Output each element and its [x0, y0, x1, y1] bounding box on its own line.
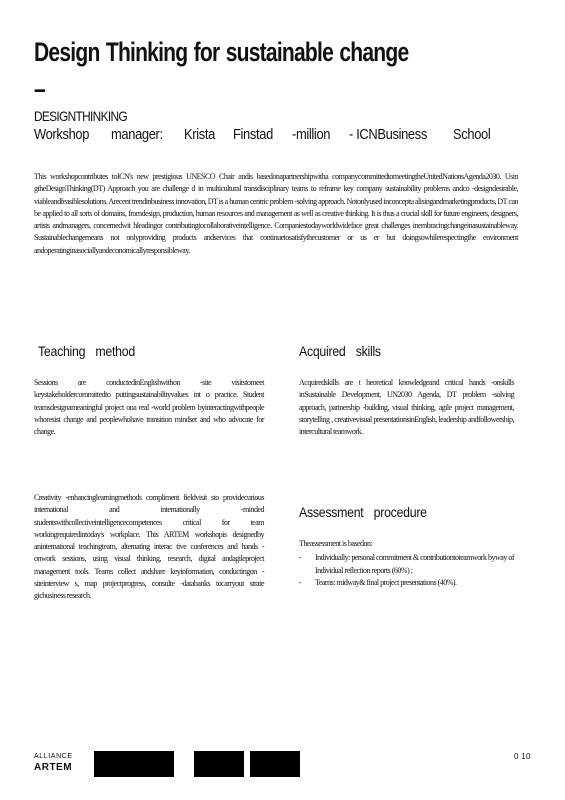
teaching-paragraph-1: Sessions are conductedinEnglishwithon -site visitstomeet keystakeholdercommittedto puttingsustainabilityvalues int o practice. Student teamsdesignameaningful project ona real -world problem byinteractingwithpeople whoresist change and peoplewhohave transition mindset and who advocate for change. — [34, 378, 264, 437]
assessment-procedure-heading: Assessment procedure — [299, 504, 427, 520]
workshop-manager-line — [34, 126, 496, 143]
workshop-word: -million — [291, 126, 330, 143]
redaction-block — [250, 751, 300, 777]
redaction-block — [194, 751, 244, 777]
workshop-word: manager: — [110, 126, 163, 143]
page-title: Design Thinking for sustainable change – — [34, 37, 409, 104]
list-item: - Teams: midway& final project presentations (40%). — [299, 577, 514, 589]
logo-top-text: ALLIANCE — [34, 753, 73, 760]
assessment-intro: Theassessment is basedon: — [299, 539, 373, 548]
assessment-section — [299, 538, 514, 589]
list-item: - Individually: personal commitment & contributiontoteamwork byway of Individual reflection reports (60%) ; — [299, 552, 514, 577]
workshop-word: - ICNBusiness — [349, 126, 428, 143]
logo-bottom-text: ARTEM — [34, 762, 73, 773]
redaction-block — [94, 751, 174, 777]
acquired-skills-paragraph: Acquiredskills are t heoretical knowledgeand critical hands -onskills inSustainable Development, UN2030 Agenda, DT problem -solving approach, partnership -building, visual thinking, agile project management, storytelling , creativevisual presentationsinEnglish, leadership andfollowership, intercultural teamwork. — [299, 378, 514, 437]
assessment-list — [299, 552, 514, 589]
intro-paragraph: This workshopcontributes toICN's new prestigious UNESCO Chair andis basedonapartnershipwitha companycommittedtomeetingtheUnitedNationsAgenda2030. Usin gtheDesignThinking(DT) Approach you are challenge d in multicultural transdisciplinary teams to reframe key company sustainability problems andco -designdesirable, viableandfeasiblesolutions. Arecent trendinbusiness innovation, DT is a human centric problem -solving approach. Notonlyused inconceptu alisingandmarketingproducts, DT can be applied to all sorts of domains, fromdesign, production, human resources and management as well as creative thinking. It is thus a crucial skill for future engineers, designers, artists andmanagers, concernedwit hleadingor contributingtocollaborativeintelligence. Companiestodayworldwideface great challenges inembracingchangeinasustainableway. Sustainablechangemeans not onlyproviding products andservices that continuetosatisfythecustomer or us er but doingsowhilerespectingthe environment andoperatinginasociallyandeconomicallyresponsibleway. — [34, 172, 518, 255]
workshop-word: Finstad — [232, 126, 273, 143]
workshop-word: School — [452, 126, 490, 143]
page-subtitle: DESIGNTHINKING — [34, 108, 127, 124]
alliance-artem-logo — [34, 752, 73, 774]
acquired-skills-heading: Acquired skills — [299, 343, 381, 359]
workshop-word: Krista — [183, 126, 215, 143]
workshop-word: Workshop — [34, 126, 90, 143]
teaching-paragraph-2: Creativity -enhancinglearningmethods compliment fieldvisit sto providecurious international and internationally -minded studentswithcollectiveintelligencecompetences critical for team workingrequiredintoday's workplace. This ARTEM workshopis designedby aninternational teachingteam, alternating interac tive conferences and hands -onwork sessions, using visual thinking, research, digital andagileproject management tools. Teams collect andshare keyinformation, conductingon -siteinterview s, map projectprogress, consulte -databanks tocarryout strate gicbusiness research. — [34, 493, 264, 601]
page-number: 0 10 — [514, 752, 531, 761]
teaching-method-heading: Teaching method — [38, 343, 135, 359]
